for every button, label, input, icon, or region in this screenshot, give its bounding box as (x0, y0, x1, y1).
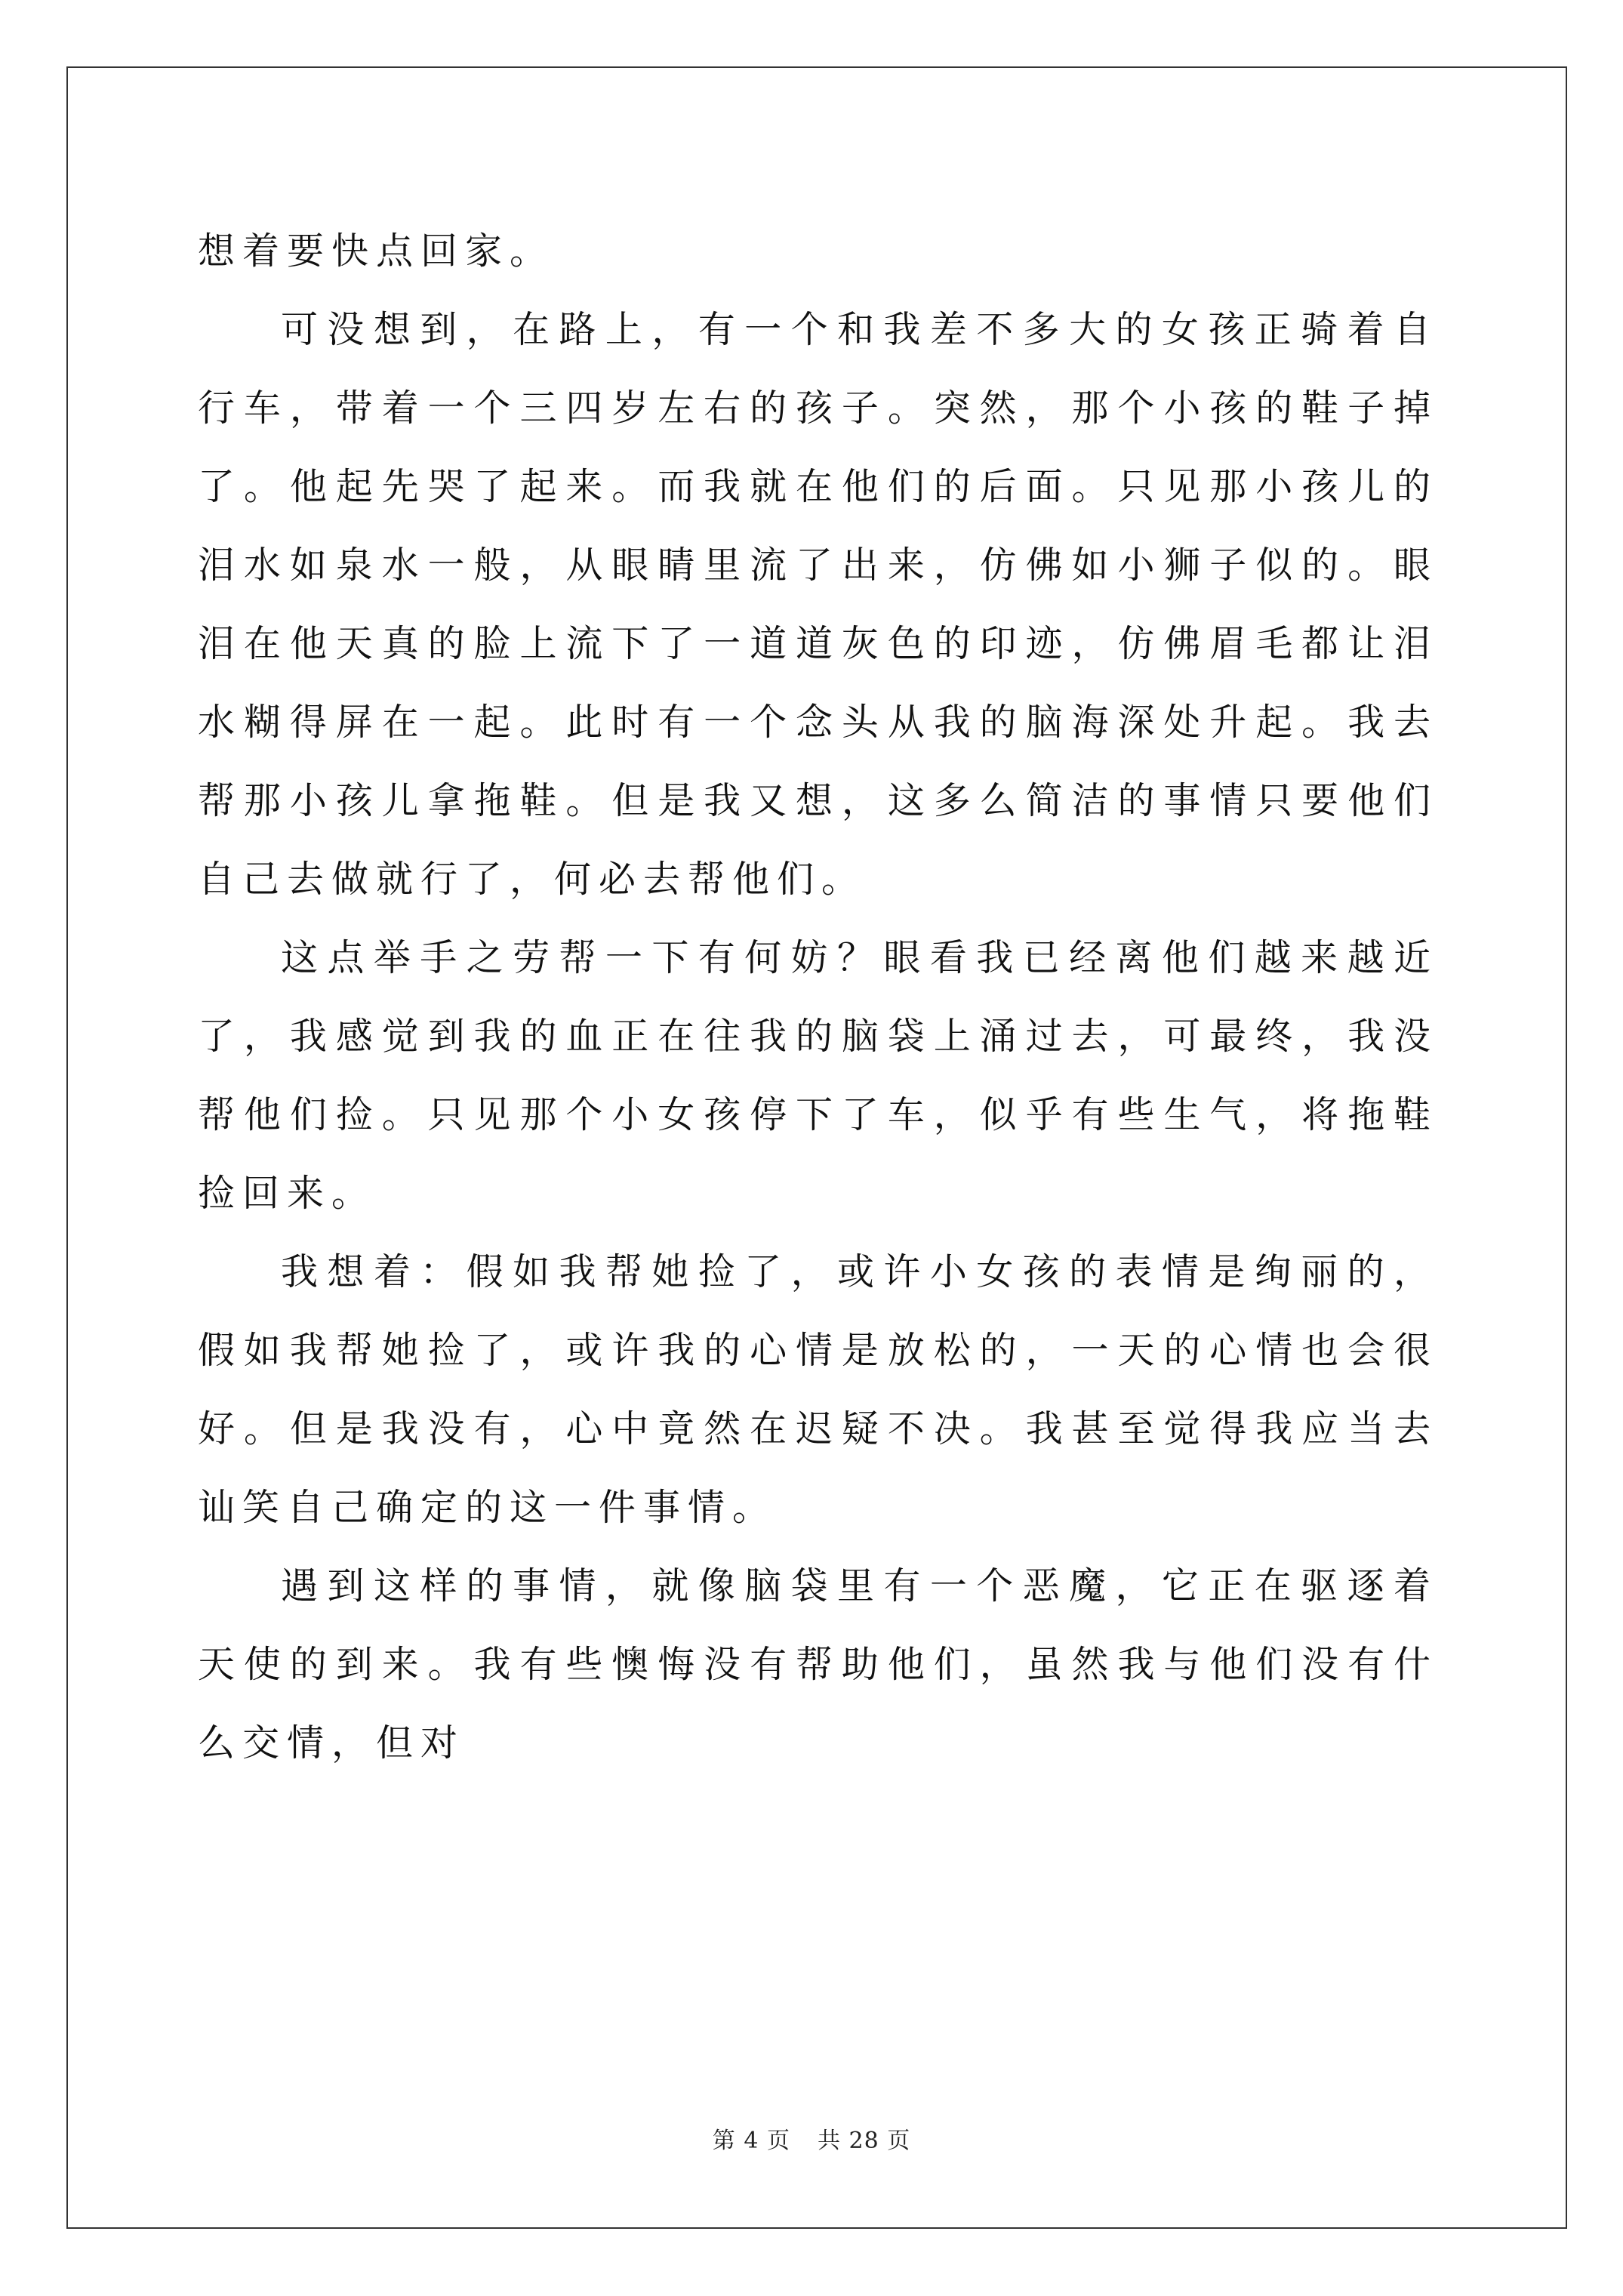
paragraph: 遇到这样的事情，就像脑袋里有一个恶魔，它正在驱逐着天使的到来。我有些懊悔没有帮助他们，虽然我与他们没有什么交情，但对 (198, 1564, 1438, 1764)
page-total: 共 28 页 (817, 2128, 911, 2154)
page-footer (0, 2122, 1623, 2155)
document-body (198, 212, 1438, 1783)
paragraph: 我想着：假如我帮她捡了，或许小女孩的表情是绚丽的，假如我帮她捡了，或许我的心情是放松的，一天的心情也会很好。但是我没有，心中竟然在迟疑不决。我甚至觉得我应当去讪笑自己确定的这一件事情。 (198, 1250, 1438, 1529)
page-number: 第 4 页 (712, 2128, 790, 2154)
paragraph: 可没想到，在路上，有一个和我差不多大的女孩正骑着自行车，带着一个三四岁左右的孩子。突然，那个小孩的鞋子掉了。他起先哭了起来。而我就在他们的后面。只见那小孩儿的泪水如泉水一般，从眼睛里流了出来，仿佛如小狮子似的。眼泪在他天真的脸上流下了一道道灰色的印迹，仿佛眉毛都让泪水糊得屏在一起。此时有一个念头从我的脑海深处升起。我去帮那小孩儿拿拖鞋。但是我又想，这多么简洁的事情只要他们自己去做就行了，何必去帮他们。 (198, 308, 1438, 901)
paragraph: 这点举手之劳帮一下有何妨？眼看我已经离他们越来越近了，我感觉到我的血正在往我的脑袋上涌过去，可最终，我没帮他们捡。只见那个小女孩停下了车，似乎有些生气，将拖鞋捡回来。 (198, 936, 1438, 1215)
paragraph-continuation: 想着要快点回家。 (198, 230, 555, 273)
